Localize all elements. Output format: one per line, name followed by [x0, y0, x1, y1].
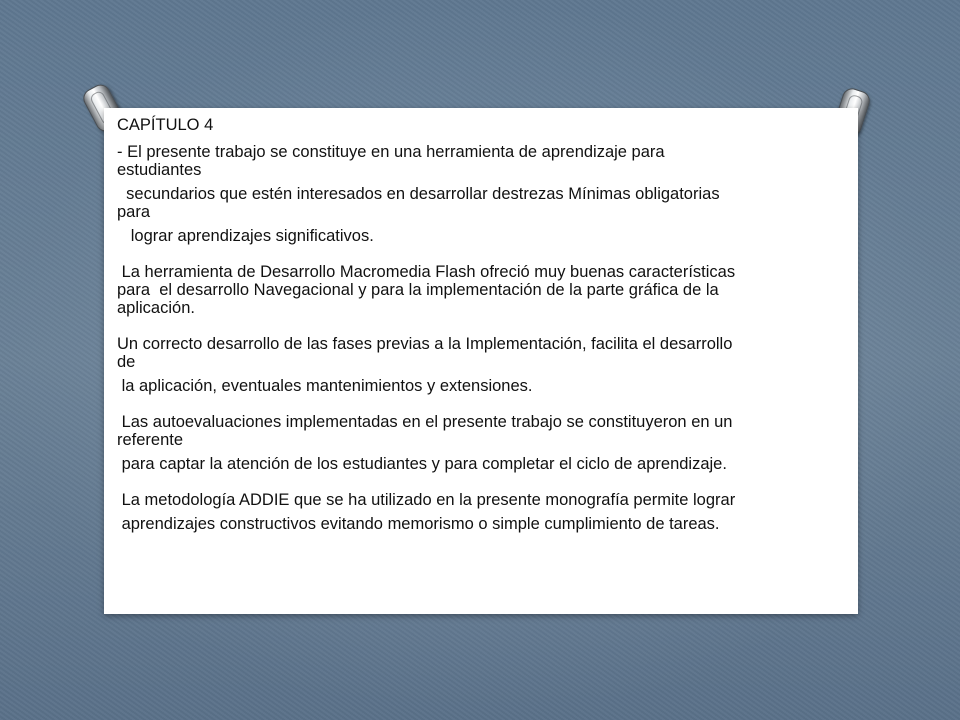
paragraph-line: para captar la atención de los estudiantes y para completar el ciclo de aprendizaje.	[117, 455, 727, 473]
paragraph-line: para el desarrollo Navegacional y para la implementación de la parte gráfica de la	[117, 281, 719, 299]
chapter-heading: CAPÍTULO 4	[117, 116, 214, 134]
paragraph-line: lograr aprendizajes significativos.	[117, 227, 374, 245]
paragraph-line: La herramienta de Desarrollo Macromedia Flash ofreció muy buenas características	[117, 263, 736, 281]
paragraph-2	[117, 263, 852, 317]
paragraph-line: la aplicación, eventuales mantenimientos y extensiones.	[117, 377, 533, 395]
paragraph-3	[117, 335, 852, 395]
paragraph-line: - El presente trabajo se constituye en una herramienta de aprendizaje para	[117, 143, 665, 161]
paragraph-line: de	[117, 353, 136, 371]
paragraph-4	[117, 413, 852, 473]
paragraph-line: aplicación.	[117, 299, 195, 317]
paragraph-line: aprendizajes constructivos evitando memorismo o simple cumplimiento de tareas.	[117, 515, 720, 533]
paragraph-5	[117, 491, 852, 533]
paragraph-line: secundarios que estén interesados en desarrollar destrezas Mínimas obligatorias	[117, 185, 720, 203]
paragraph-line: Un correcto desarrollo de las fases previas a la Implementación, facilita el desarrollo	[117, 335, 733, 353]
slide-content	[117, 116, 852, 551]
paragraph-line: para	[117, 203, 151, 221]
paragraph-1	[117, 143, 852, 245]
paragraph-line: estudiantes	[117, 161, 202, 179]
paragraph-line: La metodología ADDIE que se ha utilizado en la presente monografía permite lograr	[117, 491, 736, 509]
paragraph-line: referente	[117, 431, 184, 449]
paragraph-line: Las autoevaluaciones implementadas en el presente trabajo se constituyeron en un	[117, 413, 733, 431]
